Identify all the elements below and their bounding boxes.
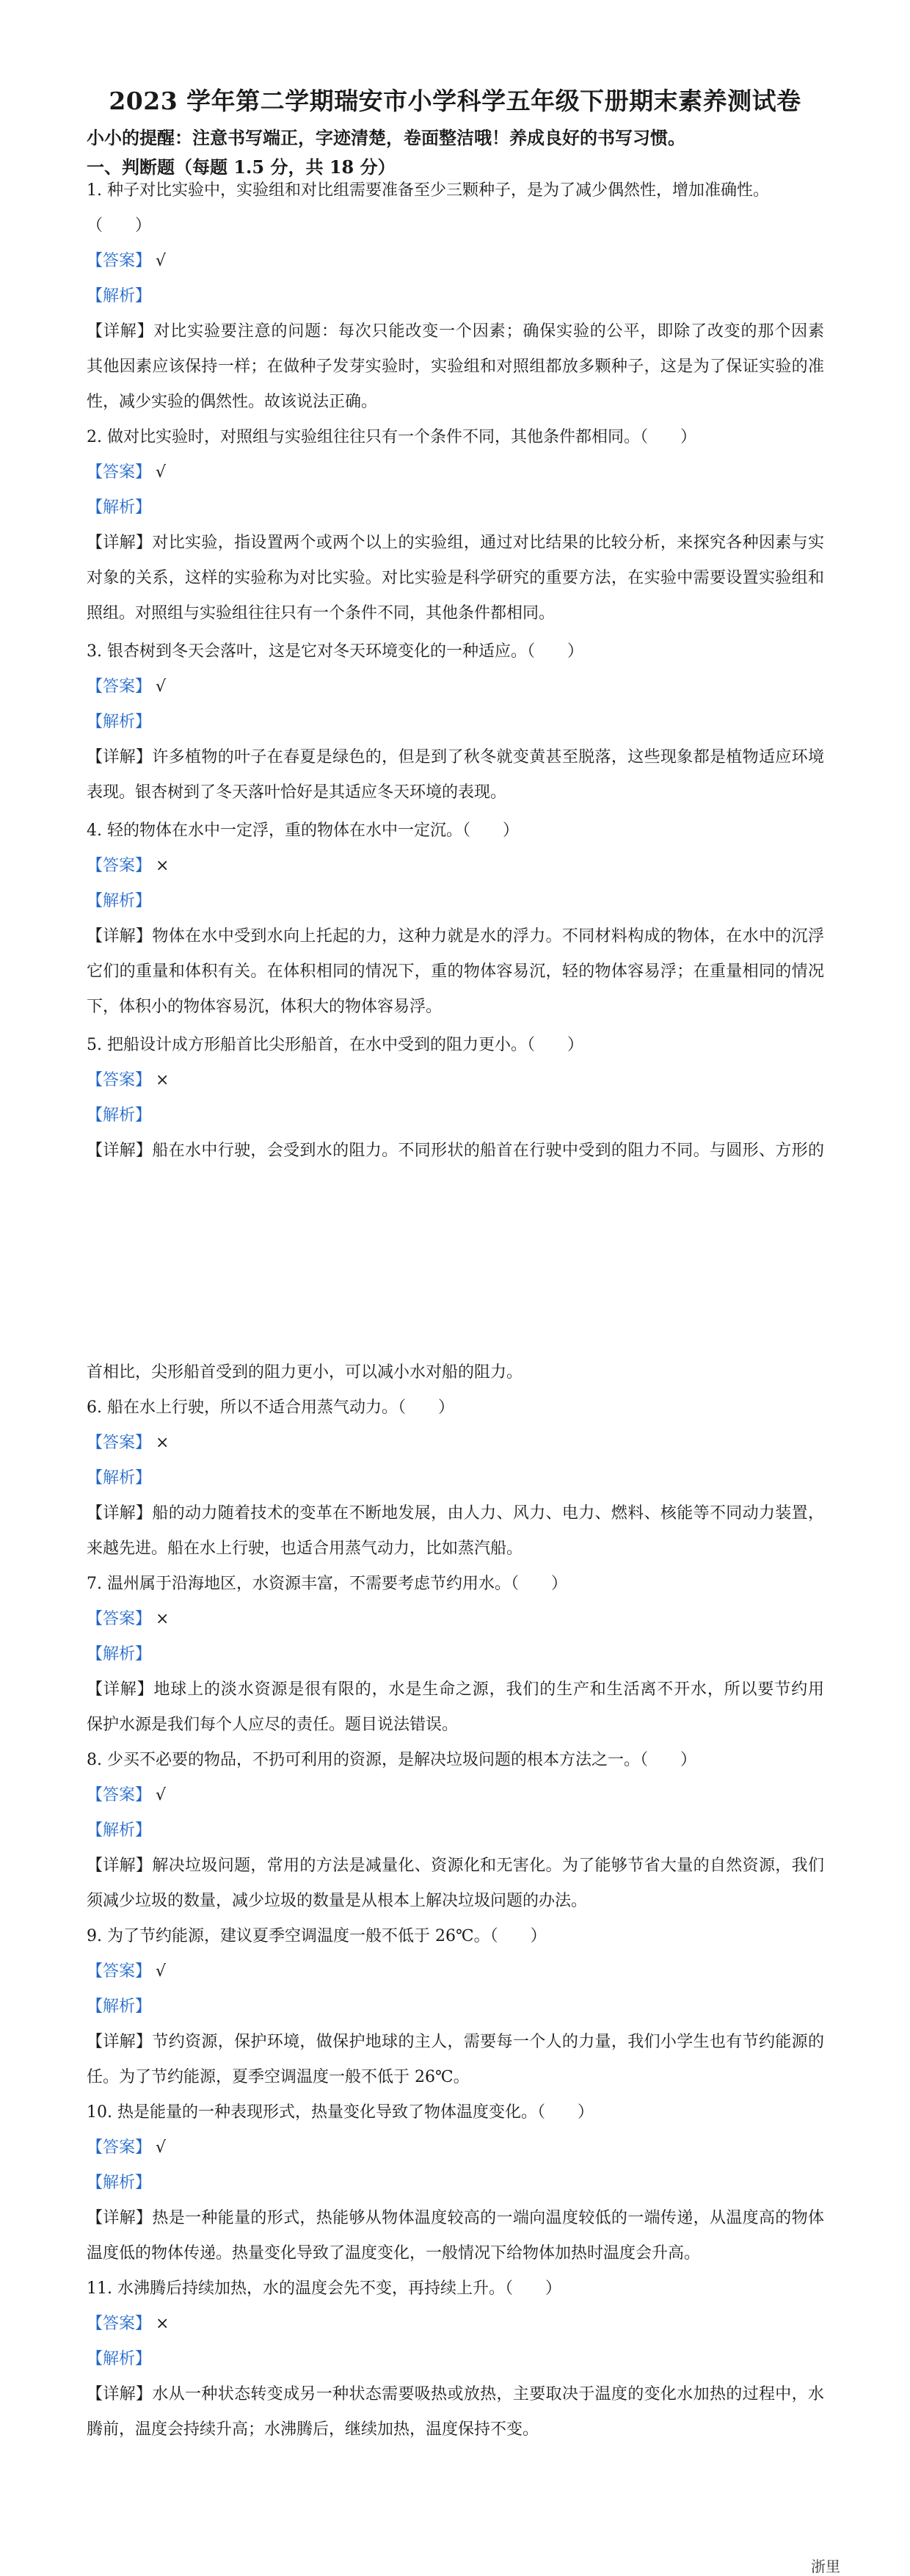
answer-line (87, 1778, 824, 1813)
question-block (87, 1743, 824, 1919)
detail-line: 性，减少实验的偶然性。故该说法正确。 (87, 393, 378, 411)
question-text: 10. 热是能量的一种表现形式，热量变化导致了物体温度变化。（ ） (87, 2103, 594, 2122)
question-text: 9. 为了节约能源，建议夏季空调温度一般不低于 26℃。（ ） (87, 1927, 547, 1945)
answer-line (87, 455, 824, 490)
reminder-text: 小小的提醒：注意书写端正，字迹清楚，卷面整洁哦！养成良好的书写习惯。 (87, 127, 685, 148)
answer-mark: × (156, 1434, 170, 1452)
question-text: 11. 水沸腾后持续加热，水的温度会先不变，再持续上升。（ ） (87, 2279, 561, 2298)
detail-line: 下，体积小的物体容易沉，体积大的物体容易浮。 (87, 998, 443, 1016)
question-text: 2. 做对比实验时，对照组与实验组往往只有一个条件不同，其他条件都相同。（ ） (87, 428, 696, 446)
answer-line (87, 2130, 824, 2166)
answer-line (87, 244, 824, 279)
analysis-label: 【解析】 (87, 2174, 152, 2192)
question-text: 3. 银杏树到冬天会落叶，这是它对冬天环境变化的一种适应。（ ） (87, 642, 583, 661)
question-block (87, 1028, 824, 1169)
answer-mark: √ (156, 252, 167, 270)
answer-mark: √ (156, 1962, 167, 1981)
answer-label: 【答案】 (87, 2138, 152, 2157)
question-block (87, 634, 824, 810)
detail-line: 对象的关系，这样的实验称为对比实验。对比实验是科学研究的重要方法，在实验中需要设置实验组和 (87, 569, 824, 587)
answer-label: 【答案】 (87, 1962, 152, 1981)
question-text: 1. 种子对比实验中，实验组和对比组需要准备至少三颗种子，是为了减少偶然性，增加准确性。 (87, 181, 769, 200)
answer-mark: √ (156, 463, 167, 482)
answer-mark: √ (156, 1786, 167, 1804)
analysis-label: 【解析】 (87, 713, 152, 731)
detail-line: 【详解】物体在水中受到水向上托起的力，这种力就是水的浮力。不同材料构成的物体，在水中的沉浮 (87, 927, 824, 946)
detail-line: 【详解】水从一种状态转变成另一种状态需要吸热或放热，主要取决于温度的变化水加热的过程中，水 (87, 2385, 824, 2403)
analysis-label: 【解析】 (87, 498, 152, 517)
answer-label: 【答案】 (87, 1071, 152, 1089)
detail-line: 【详解】节约资源，保护环境，做保护地球的主人，需要每一个人的力量，我们小学生也有节约能源的 (87, 2033, 824, 2051)
answer-label: 【答案】 (87, 2315, 152, 2333)
detail-line: 【详解】许多植物的叶子在春夏是绿色的，但是到了秋冬就变黄甚至脱落，这些现象都是植物适应环境 (87, 748, 824, 766)
question-block (87, 173, 824, 420)
answer-mark: √ (156, 2138, 167, 2157)
detail-line: 保护水源是我们每个人应尽的责任。题目说法错误。 (87, 1716, 459, 1734)
detail-line: 表现。银杏树到了冬天落叶恰好是其适应冬天环境的表现。 (87, 783, 507, 802)
answer-label: 【答案】 (87, 678, 152, 696)
answer-mark: × (156, 1610, 170, 1628)
detail-line: 【详解】解决垃圾问题，常用的方法是减量化、资源化和无害化。为了能够节省大量的自然资源，我们 (87, 1857, 824, 1875)
detail-line: 照组。对照组与实验组往往只有一个条件不同，其他条件都相同。 (87, 604, 556, 623)
analysis-label: 【解析】 (87, 1106, 152, 1125)
question-block (87, 1919, 824, 2095)
detail-line: 任。为了节约能源，夏季空调温度一般不低于 26℃。 (87, 2068, 470, 2086)
question-text: 7. 温州属于沿海地区，水资源丰富，不需要考虑节约用水。（ ） (87, 1575, 567, 1593)
detail-line: 其他因素应该保持一样；在做种子发芽实验时，实验组和对照组都放多颗种子，这是为了保证实验的准 (87, 358, 824, 376)
question-block (87, 2095, 824, 2271)
question-block (87, 1390, 824, 1567)
analysis-label: 【解析】 (87, 1645, 152, 1663)
answer-line (87, 2307, 824, 2342)
answer-label: 【答案】 (87, 463, 152, 482)
analysis-label: 【解析】 (87, 1998, 152, 2016)
question-text: 8. 少买不必要的物品，不扔可利用的资源，是解决垃圾问题的根本方法之一。（ ） (87, 1751, 696, 1769)
analysis-label: 【解析】 (87, 892, 152, 910)
page-title: 2023 学年第二学期瑞安市小学科学五年级下册期末素养测试卷 (109, 87, 801, 115)
analysis-label: 【解析】 (87, 1821, 152, 1840)
question-text: 5. 把船设计成方形船首比尖形船首，在水中受到的阻力更小。（ ） (87, 1036, 583, 1054)
question-block (87, 813, 824, 1025)
question-blank: （ ） (87, 217, 152, 235)
analysis-label: 【解析】 (87, 2350, 152, 2368)
detail-line: 首相比，尖形船首受到的阻力更小，可以减小水对船的阻力。 (87, 1363, 523, 1382)
answer-mark: √ (156, 678, 167, 696)
question-block-continued (87, 1355, 824, 1390)
detail-line: 【详解】对比实验要注意的问题：每次只能改变一个因素；确保实验的公平，即除了改变的那个因素 (87, 322, 824, 341)
question-text: 4. 轻的物体在水中一定浮，重的物体在水中一定沉。（ ） (87, 821, 519, 840)
question-block (87, 2271, 824, 2448)
answer-label: 【答案】 (87, 1786, 152, 1804)
question-block (87, 1567, 824, 1743)
analysis-label: 【解析】 (87, 287, 152, 305)
detail-line: 【详解】船在水中行驶，会受到水的阻力。不同形状的船首在行驶中受到的阻力不同。与圆形、方形的 (87, 1142, 824, 1160)
answer-label: 【答案】 (87, 1434, 152, 1452)
detail-line: 【详解】地球上的淡水资源是很有限的，水是生命之源，我们的生产和生活离不开水，所以要节约用 (87, 1680, 824, 1699)
answer-line (87, 1426, 824, 1461)
footer-note: 浙里 (811, 2558, 840, 2575)
answer-mark: × (156, 1071, 170, 1089)
detail-line: 温度低的物体传递。热量变化导致了温度变化，一般情况下给物体加热时温度会升高。 (87, 2244, 701, 2263)
detail-line: 它们的重量和体积有关。在体积相同的情况下，重的物体容易沉，轻的物体容易浮；在重量相同的情况 (87, 962, 824, 981)
analysis-label: 【解析】 (87, 1469, 152, 1487)
answer-mark: × (156, 857, 170, 875)
detail-line: 【详解】对比实验，指设置两个或两个以上的实验组，通过对比结果的比较分析，来探究各种因素与实 (87, 534, 824, 552)
detail-line: 腾前，温度会持续升高；水沸腾后，继续加热，温度保持不变。 (87, 2420, 539, 2439)
answer-line (87, 1602, 824, 1637)
answer-label: 【答案】 (87, 1610, 152, 1628)
detail-line: 【详解】船的动力随着技术的变革在不断地发展，由人力、风力、电力、燃料、核能等不同动力装置， (87, 1504, 824, 1523)
question-text: 6. 船在水上行驶，所以不适合用蒸气动力。（ ） (87, 1398, 454, 1417)
detail-line: 须减少垃圾的数量，减少垃圾的数量是从根本上解决垃圾问题的办法。 (87, 1892, 588, 1910)
answer-line (87, 849, 824, 884)
answer-label: 【答案】 (87, 252, 152, 270)
answer-line (87, 670, 824, 705)
section-heading: 一、判断题（每题 1.5 分，共 18 分） (87, 156, 396, 178)
answer-mark: × (156, 2315, 170, 2333)
question-block (87, 420, 824, 631)
answer-line (87, 1954, 824, 1989)
detail-line: 来越先进。船在水上行驶，也适合用蒸气动力，比如蒸汽船。 (87, 1539, 523, 1558)
detail-line: 【详解】热是一种能量的形式，热能够从物体温度较高的一端向温度较低的一端传递，从温度高的物体 (87, 2209, 824, 2227)
answer-line (87, 1063, 824, 1098)
answer-label: 【答案】 (87, 857, 152, 875)
